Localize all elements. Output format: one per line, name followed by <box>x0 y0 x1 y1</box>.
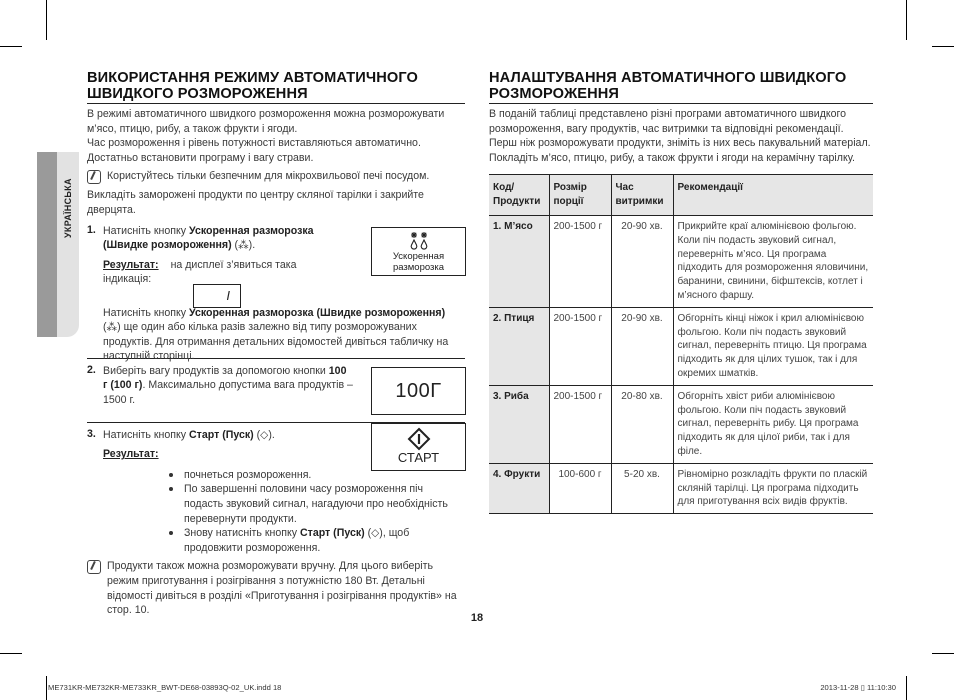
step-1 <box>87 223 465 363</box>
crop-mark <box>46 0 47 40</box>
section-title-left: ВИКОРИСТАННЯ РЕЖИМУ АВТОМАТИЧНОГО ШВИДКОГО РОЗМОРОЖЕННЯ <box>87 70 465 104</box>
display-indicator <box>193 284 241 308</box>
step-2 <box>87 364 465 418</box>
intro-paragraph: Перш ніж розморожувати продукти, зніміть із них весь пакувальний матеріал. Покладіть м’ясо, птицю, рибу, а також фрукти і ягоди на керамічну тарілку. <box>489 137 871 164</box>
result-text: на дисплеї з’явиться така індикація: <box>103 258 297 286</box>
button-name: Старт (Пуск) <box>299 527 365 540</box>
table-row <box>489 463 873 513</box>
portion-cell: 200-1500 г <box>549 307 611 385</box>
note-icon <box>87 170 101 184</box>
defrost-button-label: разморозка <box>392 261 445 273</box>
language-tab-bar <box>37 152 57 337</box>
step-number: 1. <box>87 223 96 236</box>
step-number: 3. <box>87 427 96 440</box>
table-row <box>489 307 873 385</box>
footer-timestamp: 2013-11-28 ▯ 11:10:30 <box>820 683 896 692</box>
start-icon <box>407 427 431 451</box>
column-header: Час витримки <box>611 175 673 216</box>
note-text: Продукти також можна розморожувати вручну. Для цього виберіть режим приготування і розігрівання з потужністю 180 Вт. Детальні відомості дивіться в розділі «Приготування і розігрівання продуктів» на стор. 10. <box>107 560 457 617</box>
note-text: Користуйтесь тільки безпечним для мікрохвильової печі посудом. <box>107 170 430 183</box>
step-text: (⁂) ще один або кілька разів залежно від типу розморожуваних продуктів. Для отримання детальних відомостей дивіться табличку на наступній сторінці. <box>103 321 449 363</box>
advice-cell: Прикрийте краї алюмінієвою фольгою. Коли піч подасть звуковий сигнал, переверніть м’ясо. Ця програма підходить для розмороження яловичини, баранини, свинини, біфштексів, котлет і м’ясного фаршу. <box>673 215 873 307</box>
step-text: (⁂). <box>231 239 256 252</box>
product-cell: 4. Фрукти <box>489 463 549 513</box>
start-button-panel <box>371 423 466 471</box>
column-header: Рекомендації <box>673 175 873 216</box>
table-header-row <box>489 175 873 216</box>
crop-mark <box>46 676 47 700</box>
crop-mark <box>0 46 22 47</box>
left-column <box>87 70 465 618</box>
result-label: Результат: <box>103 258 159 271</box>
time-cell: 20-90 хв. <box>611 307 673 385</box>
section-title-right: НАЛАШТУВАННЯ АВТОМАТИЧНОГО ШВИДКОГО РОЗМОРОЖЕННЯ <box>489 70 873 104</box>
button-name: 100 г (100 г) <box>103 364 347 392</box>
button-name: Старт (Пуск) <box>189 428 254 441</box>
step-text: Натисніть кнопку <box>103 224 190 237</box>
advice-cell: Рівномірно розкладіть фрукти по пласкій скляній тарілці. Ця програма підходить для приготування всіх видів фруктів. <box>673 463 873 513</box>
step-text: Виберіть вагу продуктів за допомогою кнопки <box>103 364 329 377</box>
result-list <box>87 468 465 556</box>
defrost-icon <box>408 231 430 251</box>
step-number: 2. <box>87 363 96 376</box>
language-tab <box>37 152 79 337</box>
portion-cell: 100-600 г <box>549 463 611 513</box>
step-text: (◇). <box>253 428 275 441</box>
intro-paragraph: Час розмороження і рівень потужності виставляються автоматично. Достатньо встановити програму і вагу страви. <box>87 137 421 164</box>
instruction-text: Викладіть заморожені продукти по центру скляної тарілки і закрийте дверцята. <box>87 189 424 216</box>
list-item-text: (◇), щоб продовжити розмороження. <box>184 527 410 554</box>
intro-paragraph: В режимі автоматичного швидкого розмороження можна розморожувати м’ясо, птицю, рибу, а також фрукти і ягоди. <box>87 108 445 135</box>
defrost-button-panel <box>371 227 466 276</box>
result-label: Результат: <box>103 448 159 461</box>
note <box>87 559 465 617</box>
button-name: Ускоренная разморозка (Швидке розмороження) <box>189 306 446 319</box>
step-text: Натисніть кнопку <box>103 306 190 319</box>
column-header: Код/ Продукти <box>493 182 541 208</box>
crop-mark <box>906 0 907 40</box>
time-cell: 20-80 хв. <box>611 385 673 463</box>
product-cell: 1. М’ясо <box>489 215 549 307</box>
table-row <box>489 215 873 307</box>
start-button-label: СТАРТ <box>397 449 440 465</box>
portion-cell: 200-1500 г <box>549 215 611 307</box>
step-text: . Максимально допустима вага продуктів – 1500 г. <box>103 379 353 406</box>
table-row <box>489 385 873 463</box>
product-cell: 3. Риба <box>489 385 549 463</box>
crop-mark <box>906 676 907 700</box>
weight-display-panel <box>371 367 466 415</box>
advice-cell: Обгорніть хвіст риби алюмінієвою фольгою. Коли піч подасть звуковий сигнал, переверніть рибу. Ця програма підходить як для цілої риби, так і для філе. <box>673 385 873 463</box>
note-icon <box>87 560 101 574</box>
column-header: Розмір порції <box>549 175 611 216</box>
list-item-text: По завершенні половини часу розмороження піч подасть звуковий сигнал, нагадуючи про необхідність перевернути продукти. <box>184 483 448 525</box>
crop-mark <box>932 653 954 654</box>
language-tab-label: УКРАЇНСЬКА <box>63 178 73 238</box>
portion-cell: 200-1500 г <box>549 385 611 463</box>
list-item <box>169 482 465 526</box>
list-item-text: Знову натисніть кнопку <box>184 527 300 540</box>
time-cell: 5-20 хв. <box>611 463 673 513</box>
time-cell: 20-90 хв. <box>611 215 673 307</box>
step-text: Натисніть кнопку <box>103 428 190 441</box>
defrost-button-label: Ускоренная <box>392 250 445 262</box>
list-item <box>169 526 465 555</box>
right-column <box>489 70 873 514</box>
crop-mark <box>932 46 954 47</box>
display-value: I <box>226 287 230 303</box>
weight-display-value: 100Г <box>395 379 442 402</box>
button-name: Ускоренная разморозка (Швидке розмороження) <box>103 224 314 252</box>
intro-paragraph: В поданій таблиці представлено різні програми автоматичного швидкого розмороження, вагу продуктів, час витримки та відповідні рекомендації. <box>489 108 847 135</box>
defrost-table <box>489 174 873 514</box>
product-cell: 2. Птиця <box>489 307 549 385</box>
note <box>87 169 465 184</box>
advice-cell: Обгорніть кінці ніжок і крил алюмінієвою фольгою. Коли піч подасть звуковий сигнал, переверніть птицю. Ця програма підходить як для цілих тушок, так і для окремих шматків. <box>673 307 873 385</box>
list-item-text: почнеться розмороження. <box>184 468 312 481</box>
page-number: 18 <box>470 612 484 624</box>
step-3 <box>87 428 465 556</box>
footer-filename: ME731KR-ME732KR-ME733KR_BWT-DE68-03893Q-02_UK.indd 18 <box>48 683 282 692</box>
crop-mark <box>0 653 22 654</box>
